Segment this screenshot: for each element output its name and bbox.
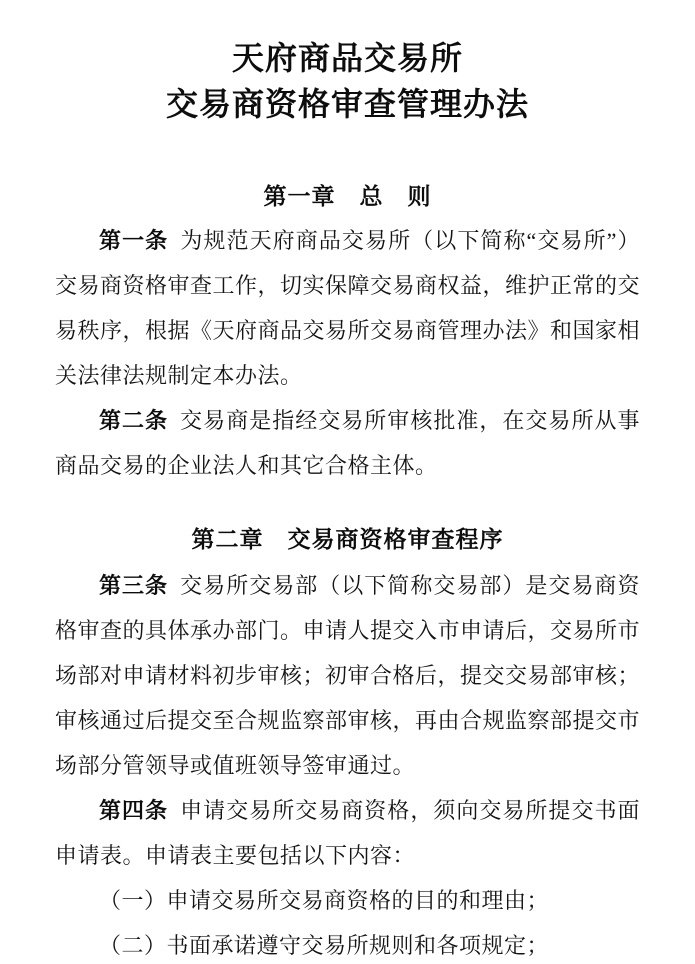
article-3-paragraph xyxy=(55,563,640,788)
chapter-2-heading: 第二章 交易商资格审查程序 xyxy=(191,526,504,552)
article-4-label: 第四条 xyxy=(99,798,169,823)
article-2-text: 交易商是指经交易所审核批准，在交易所从事商品交易的企业法人和其它合格主体。 xyxy=(55,408,640,478)
article-4-paragraph xyxy=(55,788,640,878)
article-2-paragraph xyxy=(55,398,640,488)
chapter-1-body xyxy=(55,218,640,488)
article-4-list-item-1: （一）申请交易所交易商资格的目的和理由； xyxy=(99,888,550,913)
article-3-text: 交易所交易部（以下简称交易部）是交易商资格审查的具体承办部门。申请人提交入市申请后，交易所市场部对申请材料初步审核；初审合格后，提交交易部审核；审核通过后提交至合规监察部审核，再由合规监察部提交市场部分管领导或值班领导签审通过。 xyxy=(55,573,641,778)
article-1-text: 为规范天府商品交易所（以下简称“交易所”）交易商资格审查工作，切实保障交易商权益，维护正常的交易秩序，根据《天府商品交易所交易商管理办法》和国家相关法律法规制定本办法。 xyxy=(55,228,641,388)
document-title-line-2: 交易商资格审查管理办法 xyxy=(165,86,529,122)
article-4-list-item-2: （二）书面承诺遵守交易所规则和各项规定； xyxy=(99,933,550,958)
article-1-paragraph xyxy=(55,218,640,398)
document-title-line-1: 天府商品交易所 xyxy=(231,40,463,76)
article-2-label: 第二条 xyxy=(99,408,169,433)
chapter-1-heading: 第一章 总 则 xyxy=(263,183,432,209)
article-3-label: 第三条 xyxy=(99,573,169,598)
article-1-label: 第一条 xyxy=(99,228,169,253)
chapter-2-body xyxy=(55,563,640,964)
document-title xyxy=(55,35,640,127)
article-4-text: 申请交易所交易商资格，须向交易所提交书面申请表。申请表主要包括以下内容： xyxy=(55,798,640,868)
